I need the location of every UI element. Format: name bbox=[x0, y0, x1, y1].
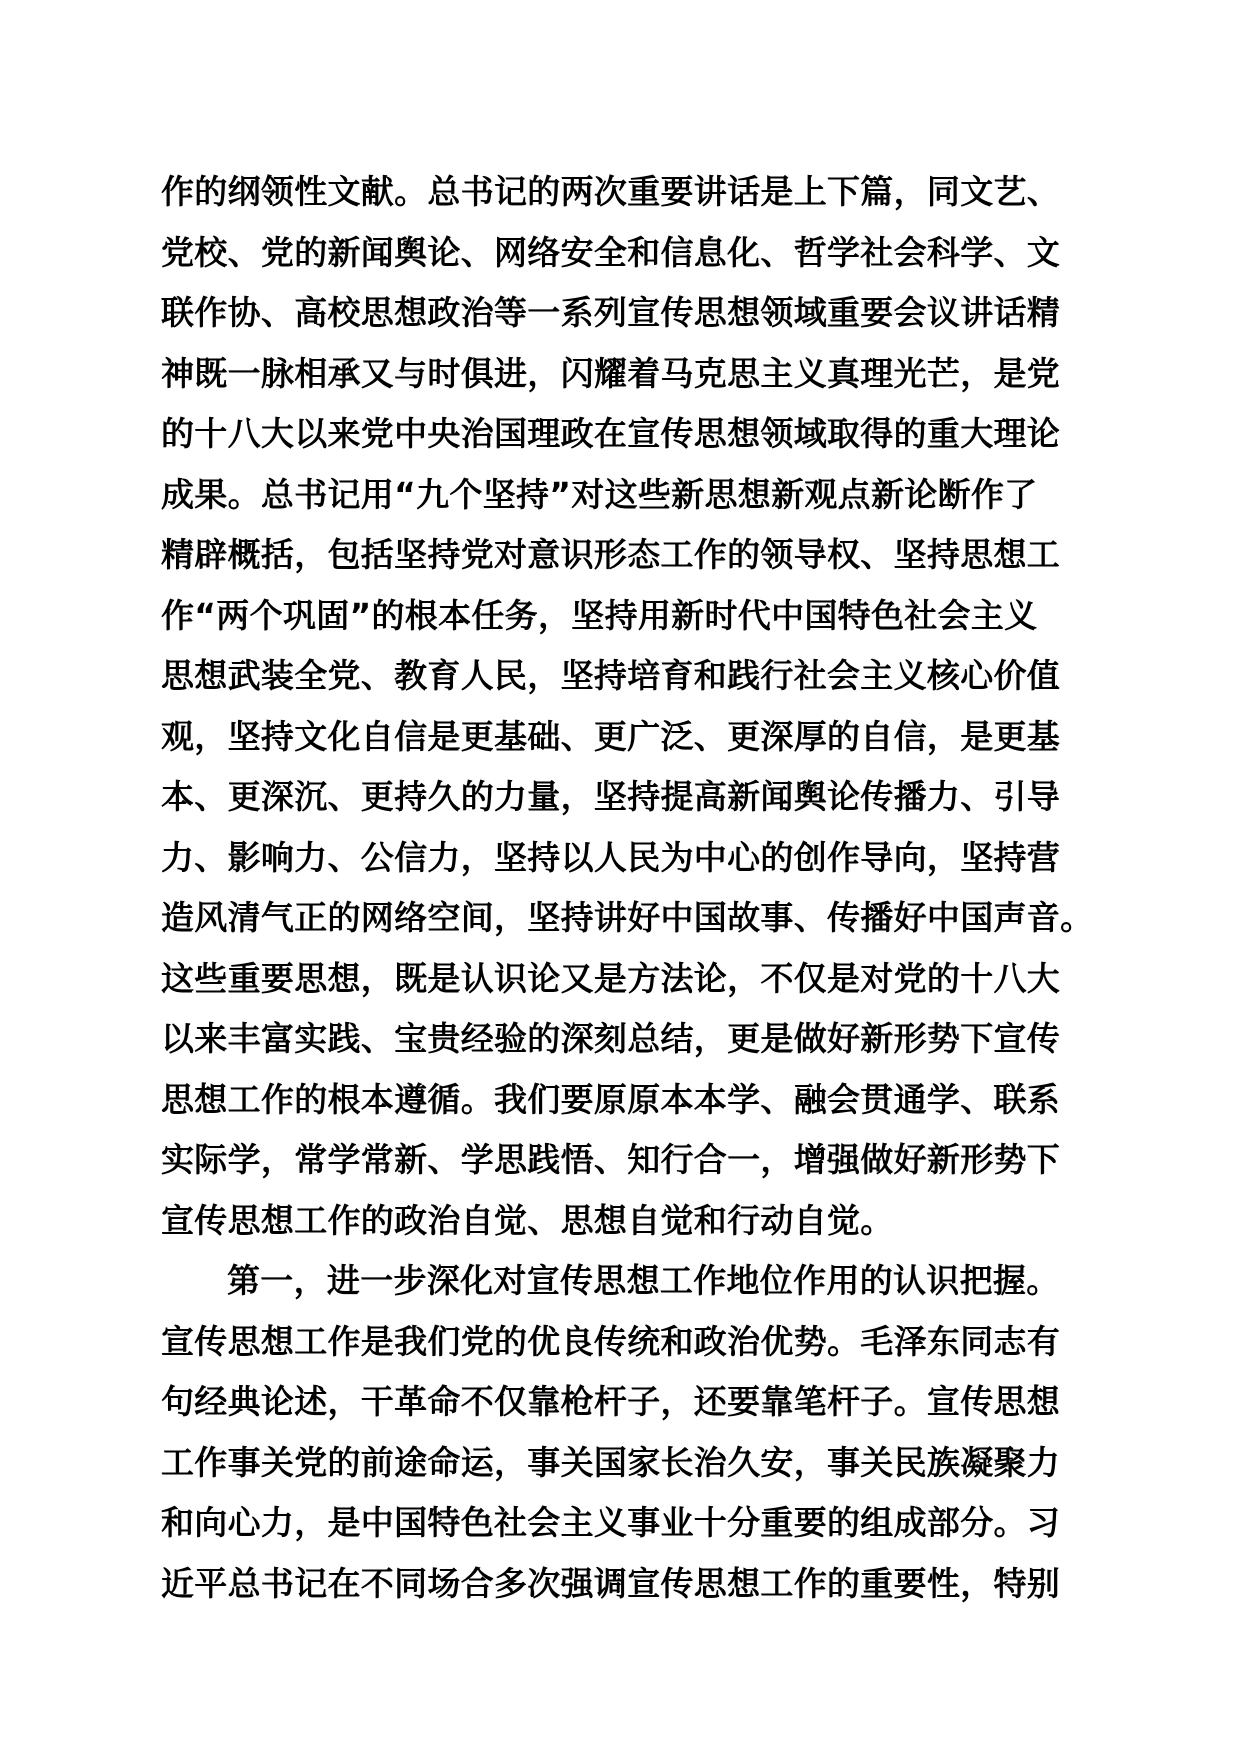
text-line: 作“两个巩固”的根本任务，坚持用新时代中国特色社会主义 bbox=[161, 595, 1038, 635]
text-line: 工作事关党的前途命运，事关国家长治久安，事关民族凝聚力 bbox=[161, 1442, 1061, 1482]
text-line: 以来丰富实践、宝贵经验的深刻总结，更是做好新形势下宣传 bbox=[161, 1019, 1061, 1058]
text-line: 精辟概括，包括坚持党对意识形态工作的领导权、坚持思想工 bbox=[161, 535, 1061, 574]
text-line: 作的纲领性文献。总书记的两次重要讲话是上下篇，同文艺、 bbox=[161, 172, 1061, 211]
text-line: 神既一脉相承又与时俱进，闪耀着马克思主义真理光芒，是党 bbox=[161, 353, 1061, 393]
text-line: 和向心力，是中国特色社会主义事业十分重要的组成部分。习 bbox=[161, 1503, 1061, 1542]
text-line: 成果。总书记用“九个坚持”对这些新思想新观点新论断作了 bbox=[161, 474, 1038, 514]
body-text bbox=[161, 162, 1094, 1614]
text-line: 宣传思想工作是我们党的优良传统和政治优势。毛泽东同志有 bbox=[161, 1321, 1061, 1361]
text-line: 的十八大以来党中央治国理政在宣传思想领域取得的重大理论 bbox=[161, 414, 1061, 453]
text-line: 造风清气正的网络空间，坚持讲好中国故事、传播好中国声音。 bbox=[161, 898, 1094, 937]
text-line: 句经典论述，干革命不仅靠枪杆子，还要靠笔杆子。宣传思想 bbox=[161, 1382, 1061, 1421]
text-line: 力、影响力、公信力，坚持以人民为中心的创作导向，坚持营 bbox=[161, 837, 1061, 877]
text-line: 思想工作的根本遵循。我们要原原本本学、融会贯通学、联系 bbox=[161, 1079, 1061, 1119]
text-line: 近平总书记在不同场合多次强调宣传思想工作的重要性，特别 bbox=[161, 1563, 1061, 1603]
section-heading-line: 第一，进一步深化对宣传思想工作地位作用的认识把握。 bbox=[227, 1261, 1060, 1300]
text-line: 宣传思想工作的政治自觉、思想自觉和行动自觉。 bbox=[161, 1200, 894, 1240]
text-line: 观，坚持文化自信是更基础、更广泛、更深厚的自信，是更基 bbox=[161, 716, 1061, 756]
text-line: 实际学，常学常新、学思践悟、知行合一，增强做好新形势下 bbox=[161, 1140, 1061, 1179]
text-line: 本、更深沉、更持久的力量，坚持提高新闻舆论传播力、引导 bbox=[161, 777, 1061, 816]
text-line: 联作协、高校思想政治等一系列宣传思想领域重要会议讲话精 bbox=[161, 293, 1061, 332]
text-line: 党校、党的新闻舆论、网络安全和信息化、哲学社会科学、文 bbox=[161, 232, 1061, 272]
text-line: 思想武装全党、教育人民，坚持培育和践行社会主义核心价值 bbox=[161, 656, 1061, 695]
text-line: 这些重要思想，既是认识论又是方法论，不仅是对党的十八大 bbox=[161, 958, 1061, 998]
